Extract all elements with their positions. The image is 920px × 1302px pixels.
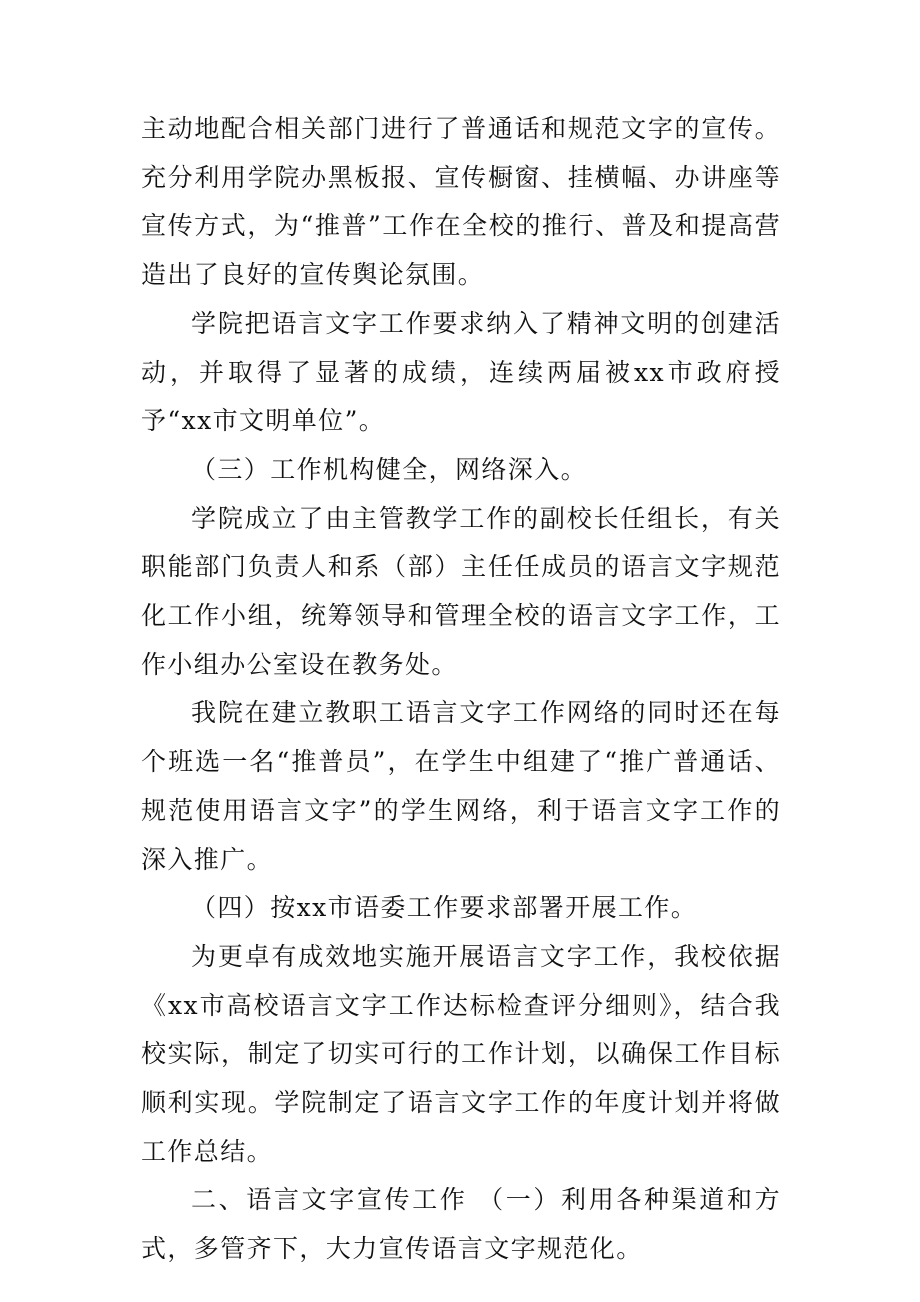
paragraph-1: 主动地配合相关部门进行了普通话和规范文字的宣传。充分利用学院办黑板报、宣传橱窗、挂横幅、办讲座等宣传方式，为“推普”工作在全校的推行、普及和提高营造出了良好的宣传舆论氛围。 bbox=[141, 114, 781, 290]
paragraph-7: 为更卓有成效地实施开展语言文字工作，我校依据《xx市高校语言文字工作达标检查评分细则》，结合我校实际，制定了切实可行的工作计划，以确保工作目标顺利实现。学院制定了语言文字工作的年度计划并将做工作总结。 bbox=[141, 941, 781, 1166]
paragraph-2: 学院把语言文字工作要求纳入了精神文明的创建活动，并取得了显著的成绩，连续两届被xx市政府授予“xx市文明单位”。 bbox=[141, 308, 781, 436]
paragraph-5: 我院在建立教职工语言文字工作网络的同时还在每个班选一名“推普员”，在学生中组建了“推广普通话、规范使用语言文字”的学生网络，利于语言文字工作的深入推广。 bbox=[141, 698, 781, 874]
section-heading-4: （四）按xx市语委工作要求部署开展工作。 bbox=[191, 893, 698, 923]
paragraph-4: 学院成立了由主管教学工作的副校长任组长，有关职能部门负责人和系（部）主任任成员的语言文字规范化工作小组，统筹领导和管理全校的语言文字工作，工作小组办公室设在教务处。 bbox=[141, 503, 781, 679]
section-heading-3: （三）工作机构健全，网络深入。 bbox=[191, 454, 588, 484]
paragraph-8: 二、语言文字宣传工作 （一）利用各种渠道和方式，多管齐下，大力宣传语言文字规范化。 bbox=[141, 1185, 781, 1264]
document-body bbox=[141, 105, 781, 1274]
